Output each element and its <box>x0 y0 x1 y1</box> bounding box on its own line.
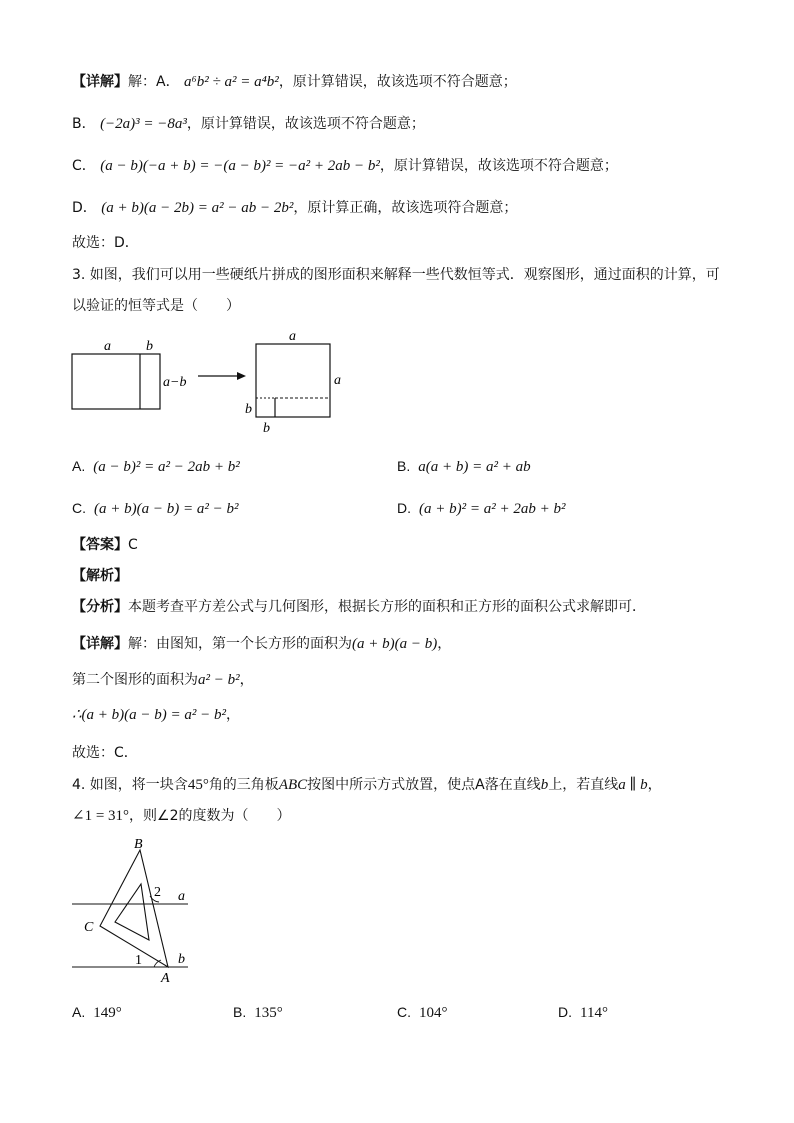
option-value: 114° <box>580 1005 608 1021</box>
option-math: (a + b)² = a² + 2ab + b² <box>419 501 566 517</box>
answer-value: C <box>128 537 138 553</box>
option-label: B. <box>397 458 411 474</box>
therefore-end: ， <box>226 707 241 723</box>
detail-tag: 【详解】 <box>72 74 128 90</box>
option-c-prefix: C． <box>72 158 96 174</box>
q3-therefore-line <box>72 705 240 725</box>
label-angle-1: 1 <box>135 953 142 968</box>
q3-stem-text1: 3. 如图，我们可以用一些硬纸片拼成的图形面积来解释一些代数恒等式．观察图形，通过面积的计算，可 <box>72 267 720 283</box>
detail-math: (a + b)(a − b) <box>352 636 438 652</box>
q4-option-b <box>233 1002 283 1023</box>
q2-detail-line-a <box>72 72 517 92</box>
q4-stem-part-d: 上，若直线 <box>548 777 619 793</box>
q3-stem-text2: 以验证的恒等式是（ ） <box>72 298 240 314</box>
detail-text: 解：由图知，第一个长方形的面积为 <box>128 636 352 652</box>
q3-analysis-line <box>72 597 646 617</box>
answer-tag: 【答案】 <box>72 537 128 553</box>
q3-stem-line1 <box>72 265 720 285</box>
square-outline <box>256 344 330 417</box>
label-line-b: b <box>178 952 185 967</box>
q3-option-b <box>397 456 531 477</box>
option-c-math: (a − b)(−a + b) = −(a − b)² = −a² + 2ab − b² <box>100 158 380 174</box>
second-math: a² − b² <box>198 672 240 688</box>
q4-triangle-name: ABC <box>278 777 308 793</box>
second-end: ， <box>239 672 254 688</box>
q4-parallel: a ∥ b <box>618 777 648 793</box>
q4-option-a <box>72 1002 122 1023</box>
q4-stem-line2 <box>72 806 291 826</box>
label-b-left: b <box>245 402 252 417</box>
q3-detail-line <box>72 634 451 654</box>
option-a-prefix: 解：A． <box>128 74 180 90</box>
q4-stem-part-c: 按图中所示方式放置，使点A落在直线 <box>307 777 541 793</box>
rectangle-left <box>72 354 160 409</box>
label-B: B <box>134 837 143 852</box>
q3-option-c <box>72 498 238 519</box>
label-a-square-top: a <box>289 329 296 344</box>
detail-end: ， <box>437 636 452 652</box>
option-d-comment: ，原计算正确，故该选项符合题意； <box>293 200 518 216</box>
analysis-text: 本题考查平方差公式与几何图形，根据长方形的面积和正方形的面积公式求解即可． <box>128 599 646 615</box>
option-a-math: a⁶b² ÷ a² = a⁴b² <box>184 74 279 90</box>
option-math: a(a + b) = a² + ab <box>418 459 531 475</box>
option-label: A. <box>72 1004 86 1020</box>
option-label: D. <box>397 500 411 516</box>
q2-choice <box>72 233 139 253</box>
option-a-comment: ，原计算错误，故该选项不符合题意； <box>278 74 517 90</box>
option-value: 149° <box>93 1005 122 1021</box>
analysis-tag: 【解析】 <box>72 568 128 584</box>
triangle-outer <box>100 850 168 967</box>
q2-detail-line-c <box>72 156 618 176</box>
label-A: A <box>161 971 170 986</box>
q3-choice-text: 故选：C． <box>72 745 138 761</box>
q3-option-a <box>72 456 240 477</box>
option-b-comment: ，原计算错误，故该选项不符合题意； <box>186 116 425 132</box>
label-a-minus-b: a−b <box>163 375 187 390</box>
q3-second-line <box>72 670 254 690</box>
q3-option-d <box>397 498 565 519</box>
q4-figure <box>60 836 210 986</box>
q4-line-b: b <box>540 777 549 793</box>
label-line-a: a <box>178 889 185 904</box>
q4-angle-45: 45° <box>187 777 209 793</box>
label-a-square-right: a <box>334 373 341 388</box>
q3-answer <box>72 535 138 555</box>
q4-stem-part-e: ， <box>647 777 662 793</box>
option-b-math: (−2a)³ = −8a³ <box>100 116 187 132</box>
q3-choice <box>72 743 138 763</box>
q2-detail-line-d <box>72 198 517 218</box>
triangle-inner <box>115 884 149 940</box>
option-value: 135° <box>254 1005 283 1021</box>
label-a-top: a <box>104 339 111 354</box>
label-angle-2: 2 <box>154 885 161 900</box>
label-b-bottom: b <box>263 421 270 436</box>
option-b-prefix: B． <box>72 116 96 132</box>
q4-stem-part-b: 角的三角板 <box>208 777 279 793</box>
q2-choice-text: 故选：D． <box>72 235 139 251</box>
q3-stem-line2 <box>72 296 240 316</box>
option-label: C. <box>72 500 86 516</box>
q4-option-d <box>558 1002 608 1023</box>
arrow-head-icon <box>237 372 246 380</box>
option-d-prefix: D． <box>72 200 97 216</box>
option-label: A. <box>72 458 86 474</box>
option-math: (a + b)(a − b) = a² − b² <box>94 501 239 517</box>
option-math: (a − b)² = a² − 2ab + b² <box>93 459 240 475</box>
q3-analysis-heading <box>72 566 128 586</box>
q4-stem-question: ，则∠2的度数为（ ） <box>129 808 291 824</box>
second-text: 第二个图形的面积为 <box>72 672 198 688</box>
option-value: 104° <box>419 1005 448 1021</box>
q4-angle1-value: ∠1 = 31° <box>72 808 130 824</box>
option-d-math: (a + b)(a − 2b) = a² − ab − 2b² <box>101 200 294 216</box>
label-b-top: b <box>146 339 153 354</box>
q3-figure <box>60 328 380 438</box>
label-C: C <box>84 920 94 935</box>
q4-option-c <box>397 1002 448 1023</box>
option-label: C. <box>397 1004 411 1020</box>
option-label: B. <box>233 1004 247 1020</box>
q2-detail-line-b <box>72 114 425 134</box>
option-label: D. <box>558 1004 572 1020</box>
therefore-math: ∴(a + b)(a − b) = a² − b² <box>72 707 227 723</box>
detail-tag: 【详解】 <box>72 636 128 652</box>
q4-stem-part-a: 4. 如图，将一块含 <box>72 777 188 793</box>
q4-stem-line1 <box>72 775 662 795</box>
analysis-head-tag: 【分析】 <box>72 599 128 615</box>
option-c-comment: ，原计算错误，故该选项不符合题意； <box>379 158 618 174</box>
